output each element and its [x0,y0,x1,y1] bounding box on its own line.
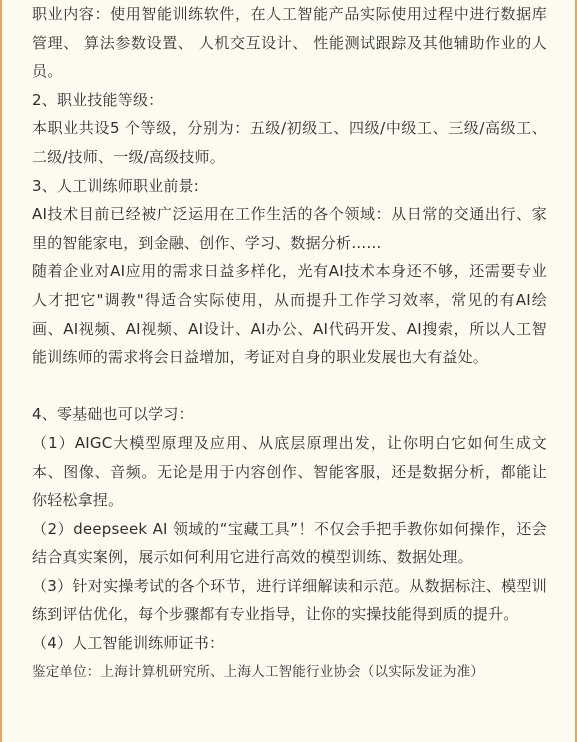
paragraph-spacer [32,372,547,401]
skill-level-heading: 2、职业技能等级： [32,90,164,109]
article-body [32,0,547,686]
certification-unit-line: 鉴定单位：上海计算机研究所、上海人工智能行业协会（以实际发证为准） [32,663,485,680]
course-item-2: （2）deepseek AI 领域的“宝藏工具”！不仅会手把手教你如何操作，还会结合真实案例，展示如何利用它进行高效的模型训练、数据处理。 [32,519,547,567]
prospect-heading: 3、人工训练师职业前景: [32,176,199,195]
left-border [0,0,2,742]
zero-basis-heading: 4、零基础也可以学习： [32,405,194,424]
demand-paragraph: 随着企业对AI应用的需求日益多样化，光有AI技术本身还不够，还需要专业人才把它"调教"得适合实际使用，从而提升工作学习效率，常见的有AI绘画、AI视频、AI视频、AI设计、AI办公、AI代码开发、AI搜索，所以人工智能训练师的需求将会日益增加，考证对自身的职业发展也大有益处。 [32,262,547,367]
skill-level-paragraph: 本职业共设5 个等级，分别为：五级/初级工、四级/中级工、三级/高级工、二级/技师、一级/高级技师。 [32,119,547,166]
ai-usage-paragraph: AI技术目前已经被广泛运用在工作生活的各个领域：从日常的交通出行、家里的智能家电，到金融、创作、学习、数据分析…… [32,205,547,252]
course-item-1: （1）AIGC大模型原理及应用、从底层原理出发，让你明白它如何生成文本、图像、音频。无论是用于内容创作、智能客服，还是数据分析，都能让你轻松拿捏。 [32,433,547,510]
course-item-3: （3）针对实操考试的各个环节，进行详细解读和示范。从数据标注、模型训练到评估优化，每个步骤都有专业指导，让你的实操技能得到质的提升。 [32,576,547,624]
job-content-paragraph: 职业内容：使用智能训练软件，在人工智能产品实际使用过程中进行数据库管理、 算法参数设置、 人机交互设计、 性能测试跟踪及其他辅助作业的人员。 [32,5,547,81]
certificate-heading: （4）人工智能训练师证书： [32,634,225,653]
